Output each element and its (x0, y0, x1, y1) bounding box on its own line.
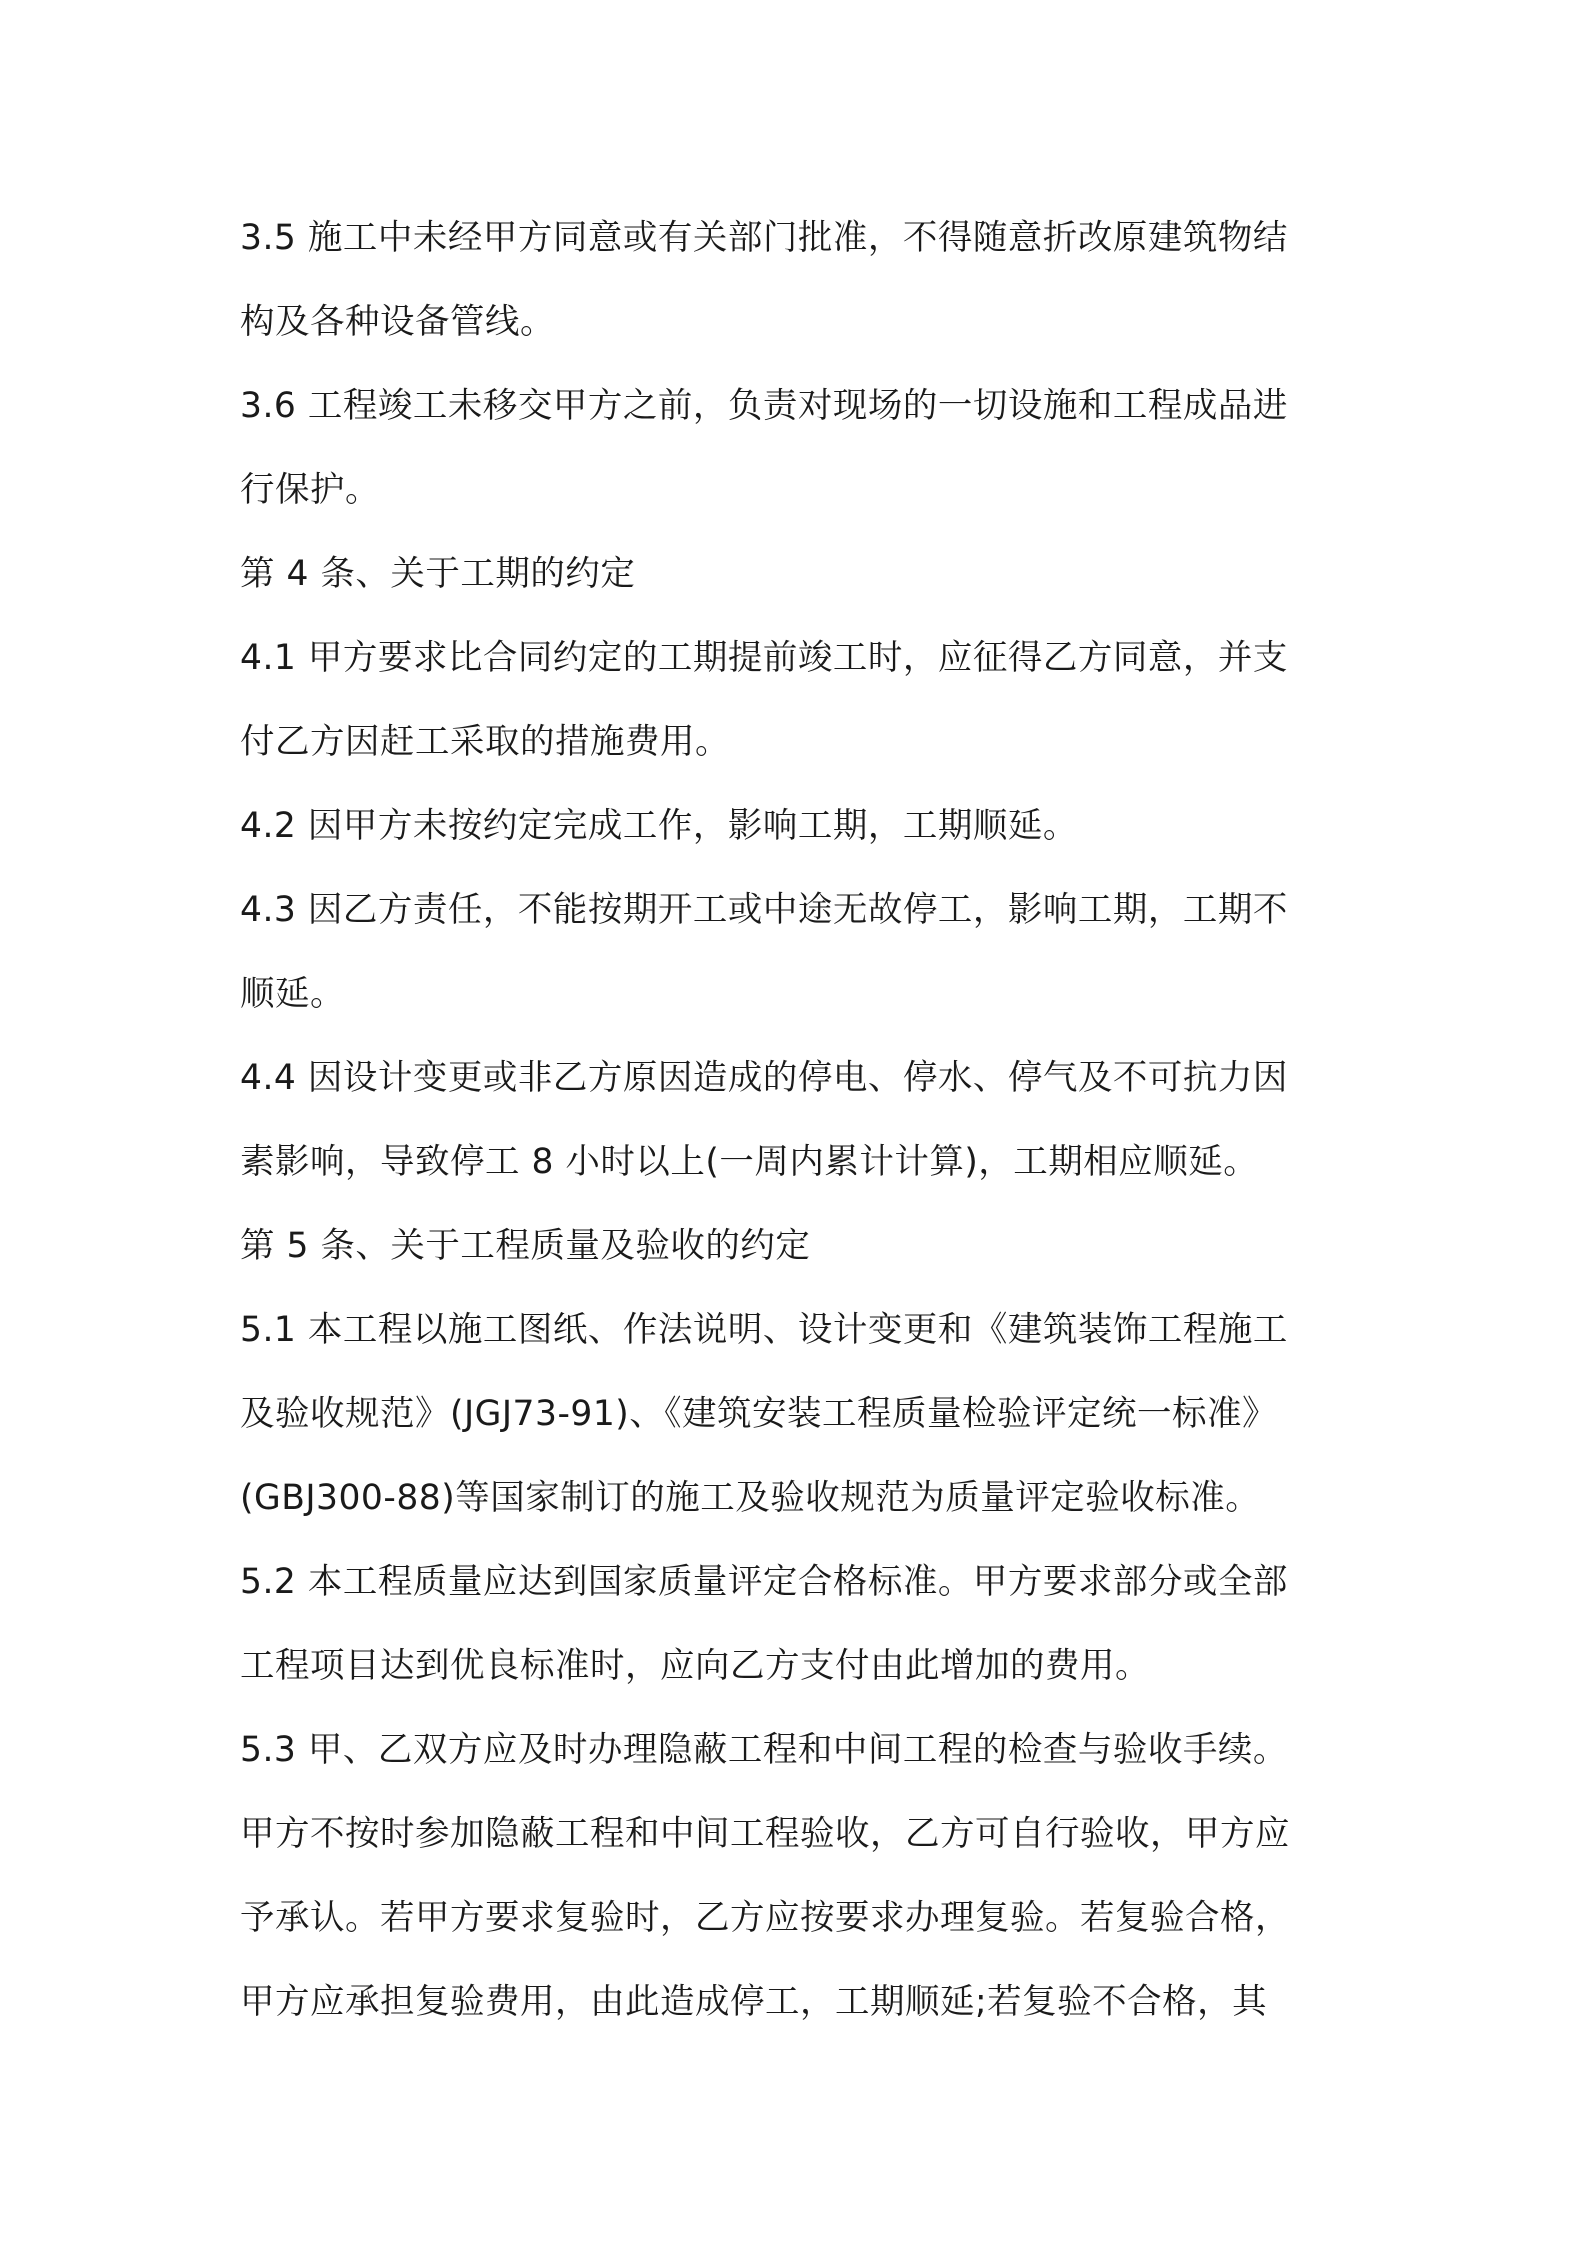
text-line: (GBJ300-88)等国家制订的施工及验收规范为质量评定验收标准。 (240, 1478, 1261, 1518)
text-line: 4.2 因甲方未按约定完成工作，影响工期，工期顺延。 (240, 806, 1078, 846)
text-line: 3.6 工程竣工未移交甲方之前，负责对现场的一切设施和工程成品进 (240, 386, 1288, 426)
section-heading: 第 5 条、关于工程质量及验收的约定 (240, 1226, 811, 1266)
text-line: 4.1 甲方要求比合同约定的工期提前竣工时，应征得乙方同意，并支 (240, 638, 1288, 678)
text-line: 4.3 因乙方责任，不能按期开工或中途无故停工，影响工期，工期不 (240, 890, 1288, 930)
text-line: 付乙方因赶工采取的措施费用。 (240, 722, 730, 762)
text-line: 顺延。 (240, 974, 345, 1014)
text-line: 予承认。若甲方要求复验时，乙方应按要求办理复验。若复验合格， (240, 1898, 1290, 1938)
text-line: 5.2 本工程质量应达到国家质量评定合格标准。甲方要求部分或全部 (240, 1562, 1288, 1602)
text-line: 4.4 因设计变更或非乙方原因造成的停电、停水、停气及不可抗力因 (240, 1058, 1288, 1098)
text-line: 5.3 甲、乙双方应及时办理隐蔽工程和中间工程的检查与验收手续。 (240, 1730, 1288, 1770)
text-line: 素影响，导致停工 8 小时以上(一周内累计计算)，工期相应顺延。 (240, 1142, 1259, 1182)
text-line: 甲方应承担复验费用，由此造成停工，工期顺延;若复验不合格，其 (240, 1982, 1268, 2022)
text-line: 行保护。 (240, 470, 380, 510)
text-line: 3.5 施工中未经甲方同意或有关部门批准，不得随意折改原建筑物结 (240, 218, 1288, 258)
text-line: 及验收规范》(JGJ73-91)、《建筑安装工程质量检验评定统一标准》 (240, 1394, 1277, 1434)
text-line: 工程项目达到优良标准时，应向乙方支付由此增加的费用。 (240, 1646, 1150, 1686)
text-line: 构及各种设备管线。 (240, 302, 555, 342)
document-body (240, 196, 1360, 2044)
text-line: 甲方不按时参加隐蔽工程和中间工程验收，乙方可自行验收，甲方应 (240, 1814, 1290, 1854)
text-line: 5.1 本工程以施工图纸、作法说明、设计变更和《建筑装饰工程施工 (240, 1310, 1288, 1350)
section-heading: 第 4 条、关于工期的约定 (240, 554, 636, 594)
